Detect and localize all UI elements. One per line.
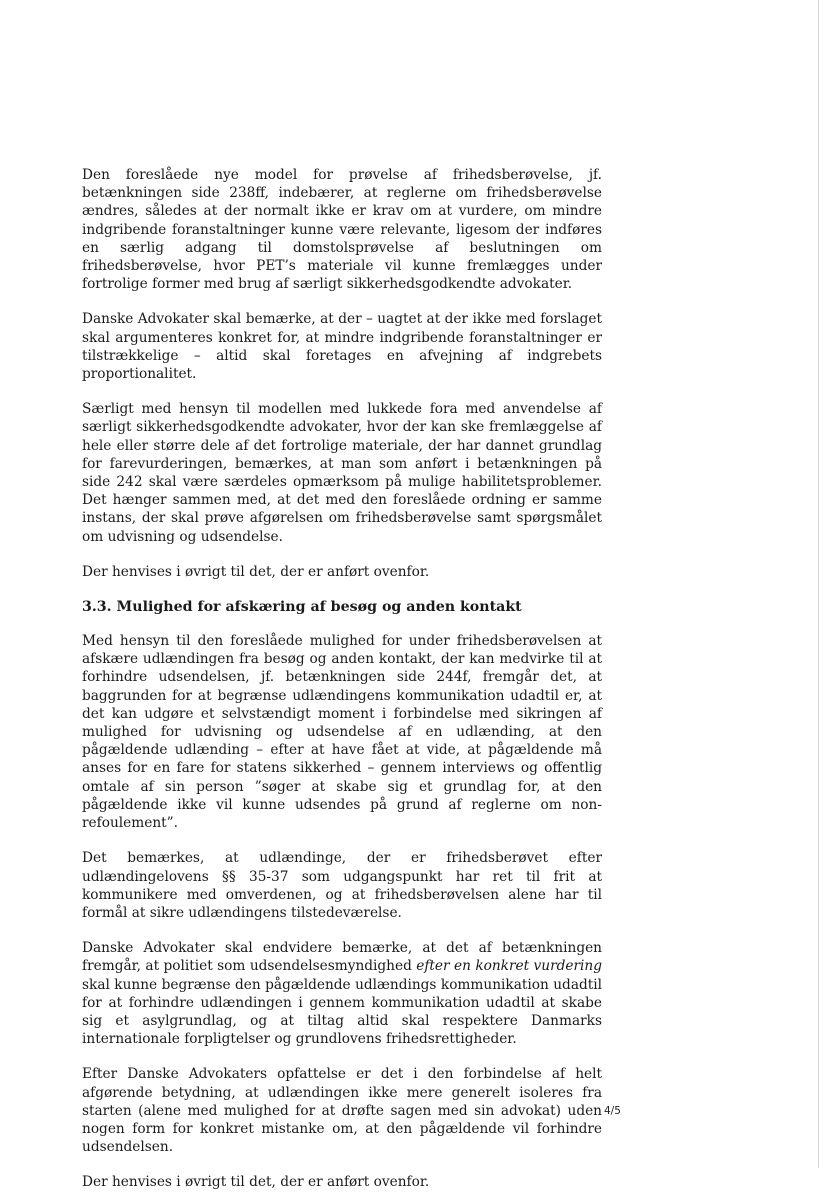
emphasis-text: efter en konkret vurdering — [416, 958, 602, 975]
scan-edge-line — [818, 0, 819, 1168]
page-number: 4/5 — [604, 1105, 621, 1117]
paragraph-habilitet: Særligt med hensyn til modellen med lukkede fora med anvendelse af særligt sikkerhedsgodkendte advokater, hvor der kan ske fremlæggelse af hele eller større dele af det fortrolige materiale, der har dannet grundlag for farevurderingen, bemærkes, at man som anført i betænkningen på side 242 skal være særdeles opmærksom på mulige habilitetsproblemer. Det hænger sammen med, at det med den foreslåede ordning er samme instans, der skal prøve afgørelsen om frihedsberøvelse samt spørgsmålet om udvisning og udsendelse. — [82, 401, 602, 545]
paragraph-proportionalitet: Danske Advokater skal bemærke, at der – uagtet at der ikke med forslaget skal argumenteres konkret for, at mindre indgribende foranstaltninger er tilstrækkelige – altid skal foretages en afvejning af indgrebets proportionalitet. — [82, 311, 602, 383]
paragraph-afskaering: Med hensyn til den foreslåede mulighed for under frihedsberøvelsen at afskære udlændingen fra besøg og anden kontakt, der kan medvirke til at forhindre udsendelsen, jf. betænkningen side 244f, fremgår det, at baggrunden for at begrænse udlændingens kommunikation udadtil er, at det kan udgøre et selvstændigt moment i forbindelse med sikringen af mulighed for udvisning og udsendelse af en udlænding, at den pågældende udlænding – efter at have fået at vide, at pågældende må anses for en fare for statens sikkerhed – gennem interviews og offentlig omtale af sin person ”søger at skabe sig et grundlag for, at den pågældende ikke vil kunne udsendes på grund af reglerne om non-refoulement”. — [82, 633, 602, 832]
document-body — [82, 166, 602, 1192]
section-heading-3-3: 3.3. Mulighed for afskæring af besøg og anden kontakt — [82, 599, 522, 616]
paragraph-text-after: skal kunne begrænse den pågældende udlændings kommunikation udadtil for at forhindre udlændingen i gennem kommunikation udadtil at skabe sig et asylgrundlag, og at tiltag altid skal respektere Danmarks internationale forpligtelser og grundlovens frihedsrettigheder. — [82, 976, 602, 1048]
paragraph-isolering: Efter Danske Advokaters opfattelse er det i den forbindelse af helt afgørende betydning, at udlændingen ikke mere generelt isoleres fra starten (alene med mulighed for at drøfte sagen med sin advokat) uden nogen form for konkret mistanke om, at den pågældende vil forhindre udsendelsen. — [82, 1066, 602, 1156]
paragraph-text-before: Danske Advokater skal endvidere bemærke, at det af betænkningen fremgår, at politiet som udsendelsesmyndighed — [82, 940, 602, 975]
paragraph-henvisning-1: Der henvises i øvrigt til det, der er anført ovenfor. — [82, 563, 430, 580]
paragraph-politi-vurdering — [82, 939, 602, 1048]
paragraph-henvisning-2: Der henvises i øvrigt til det, der er anført ovenfor. — [82, 1174, 430, 1191]
paragraph-kommunikation-ret: Det bemærkes, at udlændinge, der er frihedsberøvet efter udlændingelovens §§ 35-37 som udgangspunkt har ret til frit at kommunikere med omverdenen, og at frihedsberøvelsen alene har til formål at sikre udlændingens tilstedeværelse. — [82, 850, 602, 921]
paragraph-model-proevelse: Den foreslåede nye model for prøvelse af frihedsberøvelse, jf. betænkningen side 238ff, indebærer, at reglerne om frihedsberøvelse ændres, således at der normalt ikke er krav om at vurdere, om mindre indgribende foranstaltninger kunne være relevante, ligesom der indføres en særlig adgang til domstolsprøvelse af beslutningen om frihedsberøvelse, hvor PET’s materiale vil kunne fremlægges under fortrolige former med brug af særligt sikkerhedsgodkendte advokater. — [82, 167, 602, 293]
